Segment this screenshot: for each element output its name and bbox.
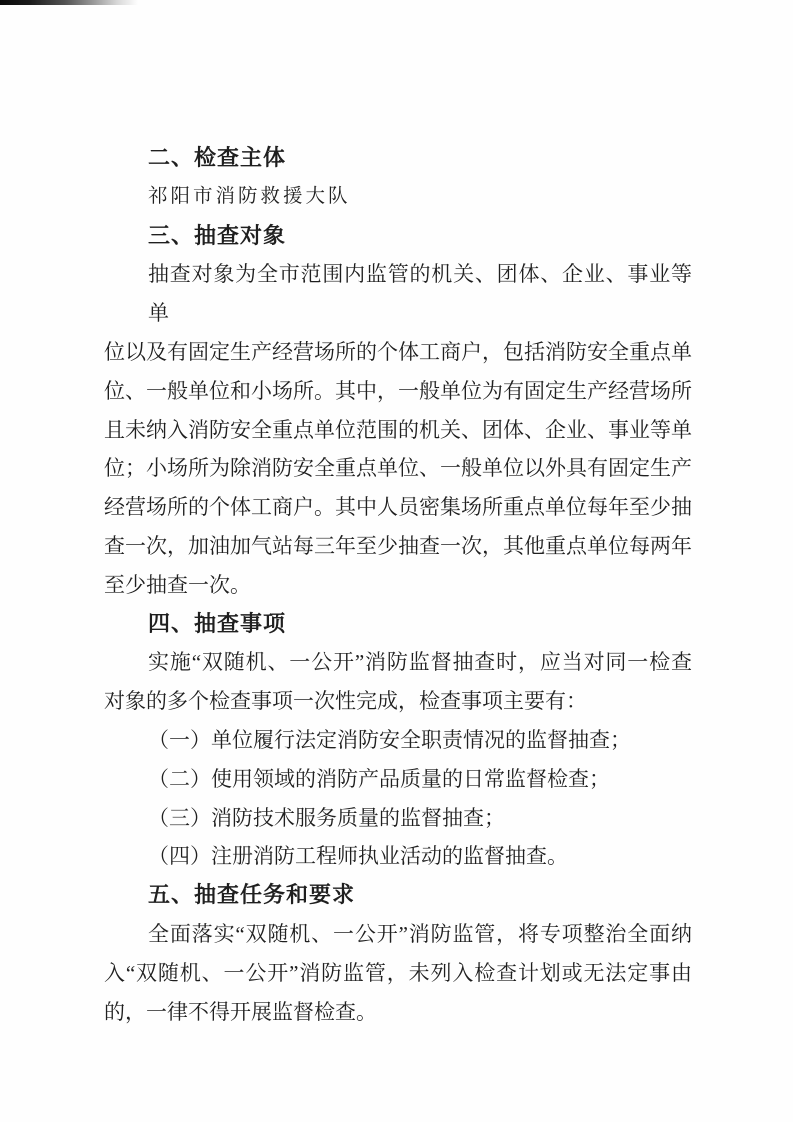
document-line: （一）单位履行法定消防安全职责情况的监督抽查； (148, 727, 631, 752)
document-line: 经营场所的个体工商户。其中人员密集场所重点单位每年至少抽 (104, 495, 692, 520)
document-line: 二、检查主体 (148, 145, 287, 170)
document-text-block (104, 139, 692, 1031)
document-line: 且未纳入消防安全重点单位范围的机关、团体、企业、事业等单 (104, 417, 692, 442)
document-line: 抽查对象为全市范围内监管的机关、团体、企业、事业等单 (148, 262, 692, 326)
document-line: 查一次，加油加气站每三年至少抽查一次，其他重点单位每两年 (104, 533, 692, 558)
document-line: 四、抽查事项 (148, 610, 287, 636)
document-line: 的，一律不得开展监督检查。 (104, 999, 377, 1024)
document-line: 三、抽查对象 (148, 222, 287, 248)
document-line: 位、一般单位和小场所。其中，一般单位为有固定生产经营场所 (104, 378, 692, 403)
document-line: 实施“双随机、一公开”消防监督抽查时，应当对同一检查 (148, 650, 692, 675)
document-line: 对象的多个检查事项一次性完成，检查事项主要有： (104, 689, 587, 714)
document-line: 入“双随机、一公开”消防监管，未列入检查计划或无法定事由 (104, 960, 692, 985)
document-line: （二）使用领域的消防产品质量的日常监督检查； (148, 766, 610, 791)
document-line: 五、抽查任务和要求 (148, 882, 356, 908)
document-line: 位；小场所为除消防安全重点单位、一般单位以外具有固定生产 (104, 456, 692, 481)
document-line: （四）注册消防工程师执业活动的监督抽查。 (148, 844, 568, 869)
document-line: 祁阳市消防救援大队 (148, 185, 351, 207)
scan-smudge (0, 0, 138, 5)
document-line: （三）消防技术服务质量的监督抽查； (148, 805, 505, 830)
document-line: 全面落实“双随机、一公开”消防监管，将专项整治全面纳 (148, 921, 692, 946)
document-line: 至少抽查一次。 (104, 572, 251, 597)
document-line: 位以及有固定生产经营场所的个体工商户，包括消防安全重点单 (104, 339, 692, 364)
